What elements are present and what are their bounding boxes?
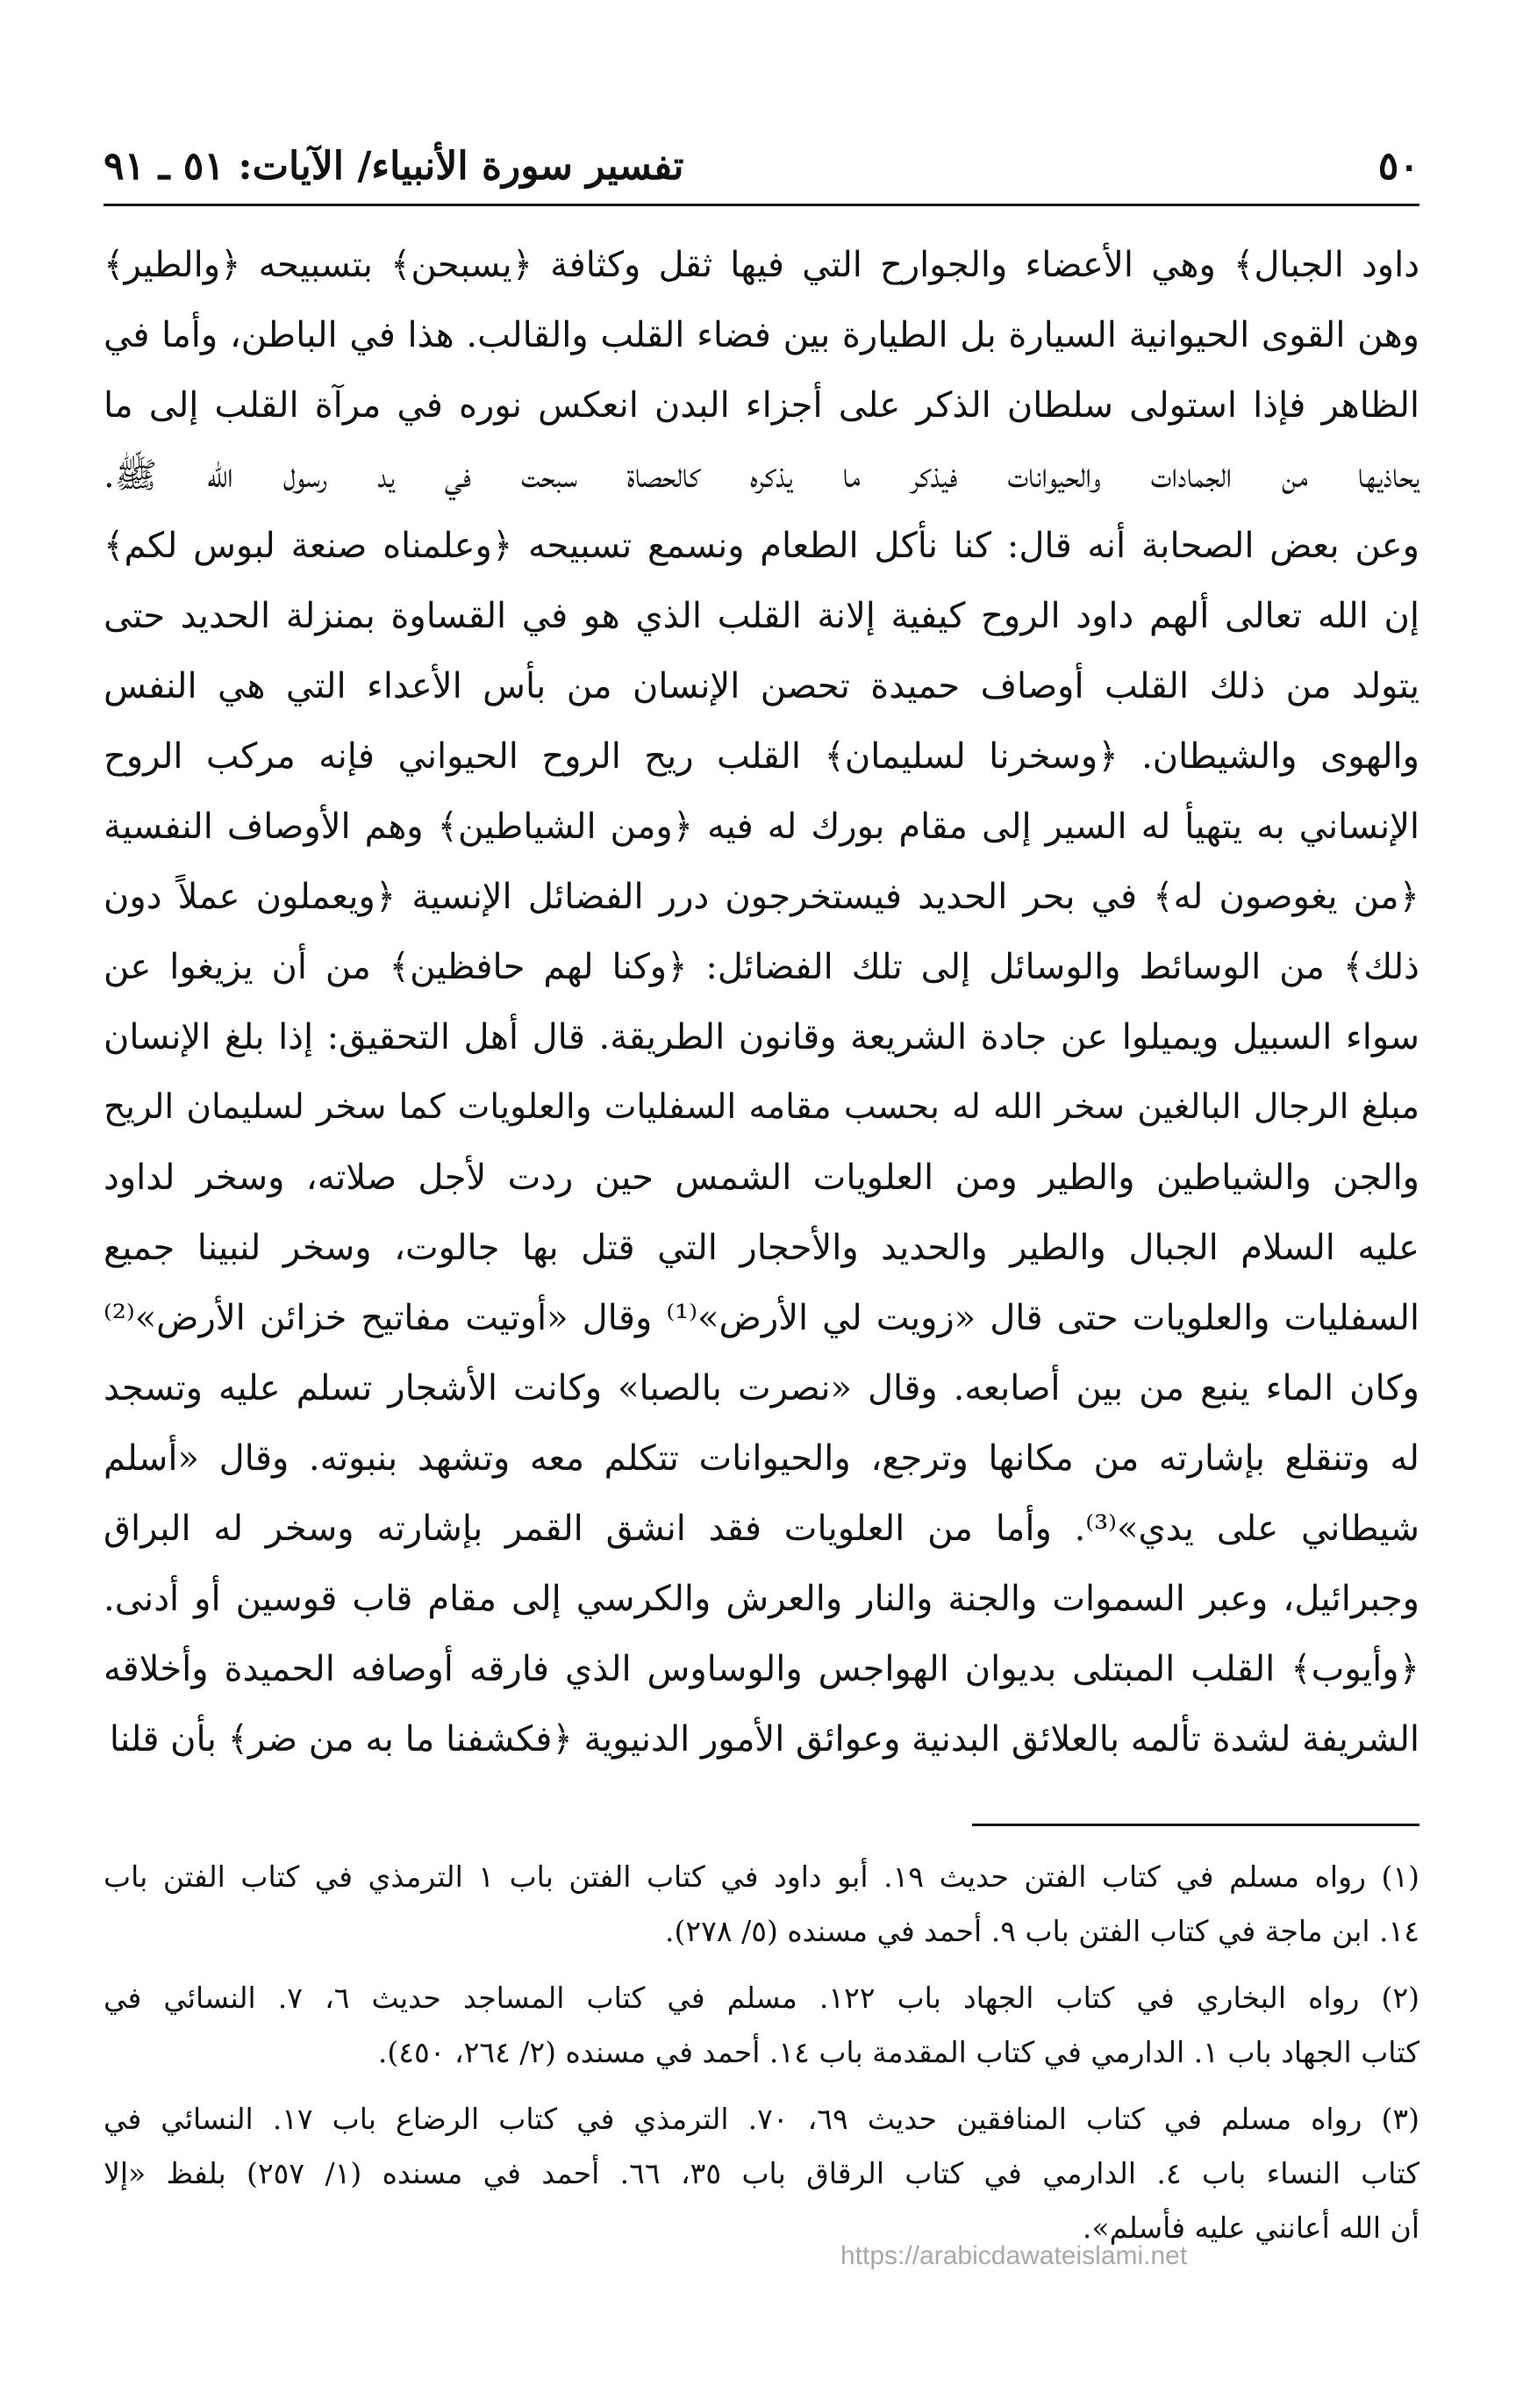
footnote-1 [104,1850,1419,1959]
watermark-url: https://arabicdawateislami.net [840,2241,1188,2270]
footnote-line: أن الله أعانني عليه فأسلم». [1082,2211,1419,2245]
body-text [104,230,1419,1774]
body-line: الشريفة لشدة تألمه بالعلائق البدنية وعوائق الأمور الدنيوية ﴿فكشفنا ما به من ضر﴾ بأن قلنا [109,1719,1419,1759]
body-line: السفليات والعلويات حتى قال «زويت لي الأرض»⁽¹⁾ وقال «أوتيت مفاتيح خزائن الأرض»⁽²⁾ [104,1298,1419,1338]
footnote-3 [104,2092,1419,2255]
body-line: له وتنقلع بإشارته من مكانها وترجع، والحيوانات تتكلم معه وتشهد بنبوته. وقال «أسلم [104,1438,1419,1479]
body-line: يحاذيها من الجمادات والحيوانات فيذكر ما يذكره كالحصاة سبحت في يد رسول الله ﷺ. [104,455,1419,496]
body-line: وجبرائيل، وعبر السموات والجنة والنار والعرش والكرسي إلى مقام قاب قوسين أو أدنى. [104,1579,1419,1619]
page-header [104,140,1419,193]
footnote-line: ١٤. ابن ماجة في كتاب الفتن باب ٩. أحمد في مسنده (٥/ ٢٧٨). [665,1914,1419,1948]
body-line: ﴿من يغوصون له﴾ في بحر الحديد فيستخرجون درر الفضائل الإنسية ﴿ويعملون عملاً دون [104,877,1419,917]
page-number: ٥٠ [1377,144,1419,189]
footnote-line: (٣) رواه مسلم في كتاب المنافقين حديث ٦٩، ٧٠. الترمذي في كتاب الرضاع باب ١٧. النسائي في [104,2102,1419,2136]
footnote-2 [104,1971,1419,2080]
body-line: عليه السلام الجبال والطير والحديد والأحجار التي قتل بها جالوت، وسخر لنبينا جميع [104,1228,1419,1268]
body-line: سواء السبيل ويميلوا عن جادة الشريعة وقانون الطريقة. قال أهل التحقيق: إذا بلغ الإنسان [104,1017,1419,1057]
body-line: ﴿وأيوب﴾ القلب المبتلى بديوان الهواجس والوساوس الذي فارقه أوصافه الحميدة وأخلاقه [104,1649,1419,1689]
body-line: يتولد من ذلك القلب أوصاف حميدة تحصن الإنسان من بأس الأعداء التي هي النفس [104,666,1419,706]
footnote-line: (١) رواه مسلم في كتاب الفتن حديث ١٩. أبو داود في كتاب الفتن باب ١ الترمذي في كتاب الفتن باب [104,1860,1419,1894]
running-title: تفسير سورة الأنبياء/ الآيات: ٥١ ـ ٩١ [104,144,684,189]
footnote-divider [972,1824,1419,1826]
body-line: والجن والشياطين والطير ومن العلويات الشمس حين ردت لأجل صلاته، وسخر لداود [104,1157,1419,1198]
footnote-line: (٢) رواه البخاري في كتاب الجهاد باب ١٢٢. مسلم في كتاب المساجد حديث ٦، ٧. النسائي في [104,1981,1419,2015]
body-line: شيطاني على يدي»⁽³⁾. وأما من العلويات فقد انشق القمر بإشارته وسخر له البراق [104,1509,1419,1549]
footnote-line: كتاب النساء باب ٤. الدارمي في كتاب الرقاق باب ٣٥، ٦٦. أحمد في مسنده (١/ ٢٥٧) بلفظ «إلا [104,2156,1419,2190]
header-divider [104,204,1419,206]
body-line: الظاهر فإذا استولى سلطان الذكر على أجزاء البدن انعكس نوره في مرآة القلب إلى ما [104,385,1419,426]
body-line: الإنساني به يتهيأ له السير إلى مقام بورك له فيه ﴿ومن الشياطين﴾ وهم الأوصاف النفسية [104,806,1419,847]
body-line: وكان الماء ينبع من بين أصابعه. وقال «نصرت بالصبا» وكانت الأشجار تسلم عليه وتسجد [104,1368,1419,1408]
footnotes [104,1850,1419,2255]
body-line: وعن بعض الصحابة أنه قال: كنا نأكل الطعام ونسمع تسبيحه ﴿وعلمناه صنعة لبوس لكم﴾ [104,526,1419,566]
body-line: وهن القوى الحيوانية السيارة بل الطيارة بين فضاء القلب والقالب. هذا في الباطن، وأما في [104,315,1419,355]
body-line: إن الله تعالى ألهم داود الروح كيفية إلانة القلب الذي هو في القساوة بمنزلة الحديد حتى [104,596,1419,636]
body-line: والهوى والشيطان. ﴿وسخرنا لسليمان﴾ القلب ريح الروح الحيواني فإنه مركب الروح [104,736,1419,777]
body-line: داود الجبال﴾ وهي الأعضاء والجوارح التي فيها ثقل وكثافة ﴿يسبحن﴾ بتسبيحه ﴿والطير﴾ [104,245,1419,285]
body-line: ذلك﴾ من الوسائط والوسائل إلى تلك الفضائل: ﴿وكنا لهم حافظين﴾ من أن يزيغوا عن [104,947,1419,987]
body-line: مبلغ الرجال البالغين سخر الله له بحسب مقامه السفليات والعلويات كما سخر لسليمان الريح [104,1087,1419,1127]
footnote-line: كتاب الجهاد باب ١. الدارمي في كتاب المقدمة باب ١٤. أحمد في مسنده (٢/ ٢٦٤، ٤٥٠). [377,2035,1419,2069]
